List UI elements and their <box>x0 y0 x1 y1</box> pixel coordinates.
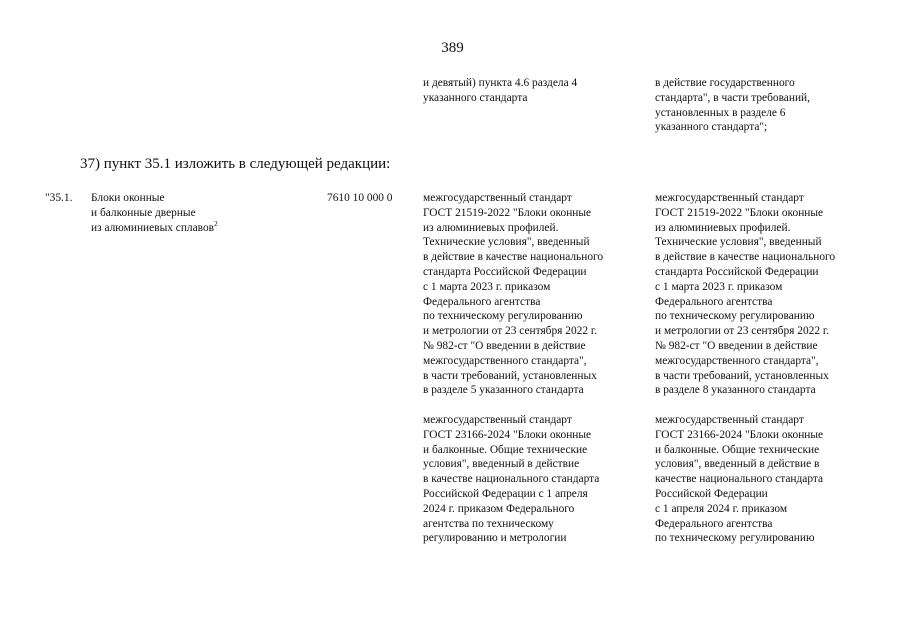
product-name: Блоки оконные и балконные дверные из алюминиевых сплавов <box>91 192 215 234</box>
page-number: 389 <box>441 40 464 56</box>
standard-entry-1: межгосударственный стандарт ГОСТ 21519-2022 "Блоки оконные из алюминиевых профилей. Технические условия", введенный в действие в качестве национального стандарта Российской Федерации с 1 марта 2023 г. приказом Федерального агентства по техническому регулированию и метрологии от 23 сентября 2022 г. № 982-ст "О введении в действие межгосударственного стандарта", в части требований, установленных в разделе 5 указанного стандарта <box>423 192 604 397</box>
requirements-entry-2: межгосударственный стандарт ГОСТ 23166-2024 "Блоки оконные и балконные. Общие технические условия", введенный в действие в качестве национального стандарта Российской Федерации с 1 апреля 2024 г. приказом Федерального агентства по техническому регулированию <box>655 414 824 545</box>
continuation-requirements-text: в действие государственного стандарта", в части требований, установленных в разделе 6 указанного стандарта"; <box>655 77 811 134</box>
item-number: "35.1. <box>45 192 73 204</box>
standard-entry-2: межгосударственный стандарт ГОСТ 23166-2024 "Блоки оконные и балконные. Общие технические условия", введенный в действие в качестве национального стандарта Российской Федерации с 1 апреля 2024 г. приказом Федерального агентства по техническому регулированию и метрологии <box>423 414 600 545</box>
tn-ved-code: 7610 10 000 0 <box>327 192 393 204</box>
requirements-entry-1: межгосударственный стандарт ГОСТ 21519-2022 "Блоки оконные из алюминиевых профилей. Технические условия", введенный в действие в качестве национального стандарта Российской Федерации с 1 марта 2023 г. приказом Федерального агентства по техническому регулированию и метрологии от 23 сентября 2022 г. № 982-ст "О введении в действие межгосударственного стандарта", в части требований, установленных в разделе 8 указанного стандарта <box>655 192 836 397</box>
footnote-mark: 2 <box>214 218 218 228</box>
continuation-standard-text: и девятый) пункта 4.6 раздела 4 указанного стандарта <box>423 77 578 104</box>
product-name-cell <box>91 191 321 235</box>
amendment-instruction: 37) пункт 35.1 изложить в следующей редакции: <box>80 156 391 172</box>
